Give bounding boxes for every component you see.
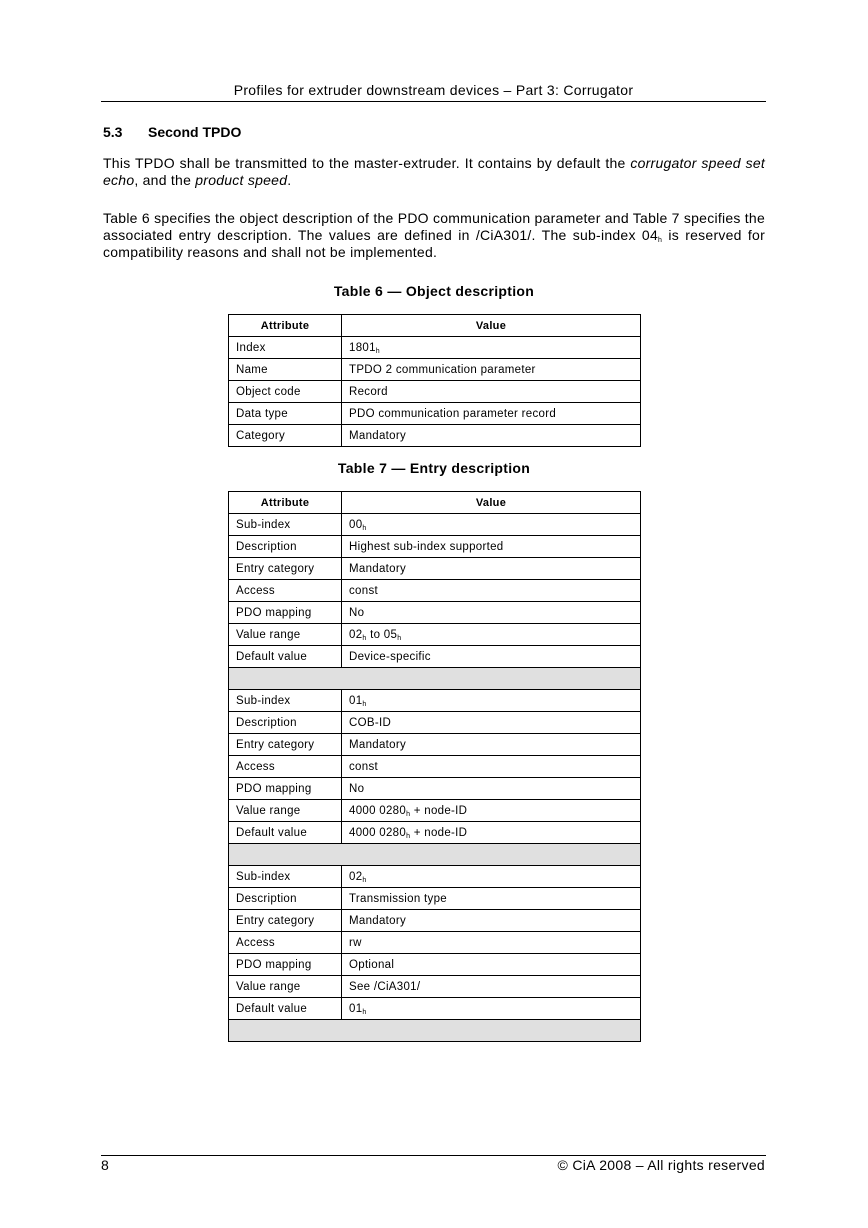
emphasis-term: product speed [195, 172, 288, 188]
attribute-cell: Name [229, 359, 342, 381]
header-attribute: Attribute [229, 492, 342, 514]
table-row [229, 976, 641, 998]
table-row [229, 734, 641, 756]
table-row [229, 403, 641, 425]
table-row [229, 822, 641, 844]
attribute-cell: PDO mapping [229, 954, 342, 976]
attribute-cell: Description [229, 888, 342, 910]
value-cell [342, 337, 641, 359]
value-cell [342, 822, 641, 844]
subscript: h [362, 700, 367, 708]
value-text: 00 [349, 518, 363, 531]
separator-cell [229, 1020, 641, 1042]
attribute-cell: Access [229, 580, 342, 602]
subscript: h [397, 634, 402, 642]
value-text: 4000 0280 [349, 804, 407, 817]
value-cell [342, 602, 641, 624]
value-cell [342, 514, 641, 536]
subscript: h [658, 237, 663, 244]
attribute-cell: Entry category [229, 558, 342, 580]
group-separator-row [229, 844, 641, 866]
value-cell [342, 756, 641, 778]
attribute-cell: PDO mapping [229, 778, 342, 800]
value-text: Mandatory [349, 429, 407, 442]
table7-entry-description [228, 491, 641, 1042]
header-value: Value [342, 315, 641, 337]
table-row [229, 910, 641, 932]
table-row [229, 381, 641, 403]
table-row [229, 558, 641, 580]
attribute-cell: Entry category [229, 734, 342, 756]
table-header-row [229, 492, 641, 514]
value-cell [342, 425, 641, 447]
value-text: Transmission type [349, 892, 447, 905]
attribute-cell: Value range [229, 624, 342, 646]
separator-cell [229, 668, 641, 690]
value-text: const [349, 760, 378, 773]
value-suffix: + node-ID [410, 826, 468, 839]
value-text: PDO communication parameter record [349, 407, 557, 420]
subscript: h [406, 810, 411, 818]
table-row [229, 602, 641, 624]
table7-caption: Table 7 — Entry description [337, 460, 531, 476]
subscript: h [362, 876, 367, 884]
value-cell [342, 359, 641, 381]
page-number: 8 [101, 1157, 109, 1173]
attribute-cell: Index [229, 337, 342, 359]
attribute-cell: Sub-index [229, 866, 342, 888]
table-row [229, 800, 641, 822]
value-cell [342, 910, 641, 932]
table6-caption: Table 6 — Object description [333, 283, 535, 299]
separator-cell [229, 844, 641, 866]
header-value: Value [342, 492, 641, 514]
attribute-cell: Default value [229, 646, 342, 668]
value-cell [342, 624, 641, 646]
value-cell [342, 690, 641, 712]
table-row [229, 712, 641, 734]
table-row [229, 778, 641, 800]
section-title: Second TPDO [148, 124, 242, 140]
paragraph-text: This TPDO shall be transmitted to the master-extruder. It contains by default the [103, 155, 631, 171]
value-text: 02 [349, 870, 363, 883]
value-text: Highest sub-index supported [349, 540, 504, 553]
attribute-cell: Description [229, 712, 342, 734]
emphasis-term: corrugator speed set echo [103, 155, 766, 188]
value-text: Record [349, 385, 388, 398]
value-text: 4000 0280 [349, 826, 407, 839]
group-separator-row [229, 1020, 641, 1042]
copyright-notice: © CiA 2008 – All rights reserved [557, 1157, 765, 1173]
value-text: COB-ID [349, 716, 392, 729]
table-row [229, 425, 641, 447]
value-cell [342, 976, 641, 998]
value-text: Mandatory [349, 562, 407, 575]
value-text: Device-specific [349, 650, 431, 663]
attribute-cell: Value range [229, 976, 342, 998]
paragraph-tables [103, 210, 765, 261]
attribute-cell: Access [229, 932, 342, 954]
value-text: No [349, 606, 365, 619]
table-row [229, 932, 641, 954]
value-cell [342, 954, 641, 976]
value-text: rw [349, 936, 362, 949]
table-row [229, 954, 641, 976]
value-text: const [349, 584, 378, 597]
table-row [229, 756, 641, 778]
attribute-cell: Entry category [229, 910, 342, 932]
value-cell [342, 998, 641, 1020]
value-suffix: + node-ID [410, 804, 468, 817]
subscript: h [362, 524, 367, 532]
table-row [229, 998, 641, 1020]
subscript: h [406, 832, 411, 840]
attribute-cell: Access [229, 756, 342, 778]
subscript: h [362, 634, 367, 642]
attribute-cell: Object code [229, 381, 342, 403]
value-cell [342, 580, 641, 602]
table-row [229, 690, 641, 712]
value-text: 1801 [349, 341, 376, 354]
paragraph-text: . [287, 172, 292, 188]
value-cell [342, 932, 641, 954]
value-text: 02 [349, 628, 363, 641]
group-separator-row [229, 668, 641, 690]
attribute-cell: Default value [229, 998, 342, 1020]
table-row [229, 514, 641, 536]
attribute-cell: Data type [229, 403, 342, 425]
value-cell [342, 778, 641, 800]
value-cell [342, 712, 641, 734]
value-text: No [349, 782, 365, 795]
running-header: Profiles for extruder downstream devices – Part 3: Corrugator [233, 82, 634, 98]
paragraph-text: Table 6 specifies the object description of the PDO communication parameter and Table 7 specifies the associated entry description. The values are defined in /CiA301/. The sub-index 04 [103, 210, 765, 243]
value-suffix: to 05 [366, 628, 398, 641]
table-row [229, 866, 641, 888]
value-cell [342, 403, 641, 425]
table-row [229, 536, 641, 558]
value-text: TPDO 2 communication parameter [349, 363, 536, 376]
paragraph-text: is reserved for compatibility reasons and shall not be implemented. [103, 227, 765, 260]
subscript: h [362, 1008, 367, 1016]
attribute-cell: Sub-index [229, 690, 342, 712]
value-cell [342, 866, 641, 888]
attribute-cell: Description [229, 536, 342, 558]
table6-object-description [228, 314, 641, 447]
section-number: 5.3 [103, 124, 123, 140]
header-rule [101, 101, 766, 102]
header-attribute: Attribute [229, 315, 342, 337]
attribute-cell: Sub-index [229, 514, 342, 536]
value-cell [342, 536, 641, 558]
table-row [229, 888, 641, 910]
paragraph-text: , and the [134, 172, 196, 188]
footer-rule [101, 1155, 766, 1156]
value-cell [342, 558, 641, 580]
table-row [229, 580, 641, 602]
paragraph-intro [103, 155, 765, 189]
value-cell [342, 381, 641, 403]
section-heading [103, 124, 241, 140]
value-text: 01 [349, 694, 363, 707]
value-cell [342, 888, 641, 910]
value-cell [342, 800, 641, 822]
value-cell [342, 646, 641, 668]
value-text: 01 [349, 1002, 363, 1015]
attribute-cell: Value range [229, 800, 342, 822]
value-text: Mandatory [349, 914, 407, 927]
value-text: Mandatory [349, 738, 407, 751]
value-text: Optional [349, 958, 395, 971]
attribute-cell: PDO mapping [229, 602, 342, 624]
value-text: See /CiA301/ [349, 980, 421, 993]
table-header-row [229, 315, 641, 337]
table-row [229, 624, 641, 646]
value-cell [342, 734, 641, 756]
subscript: h [375, 347, 380, 355]
table-row [229, 646, 641, 668]
table-row [229, 337, 641, 359]
attribute-cell: Category [229, 425, 342, 447]
table-row [229, 359, 641, 381]
attribute-cell: Default value [229, 822, 342, 844]
